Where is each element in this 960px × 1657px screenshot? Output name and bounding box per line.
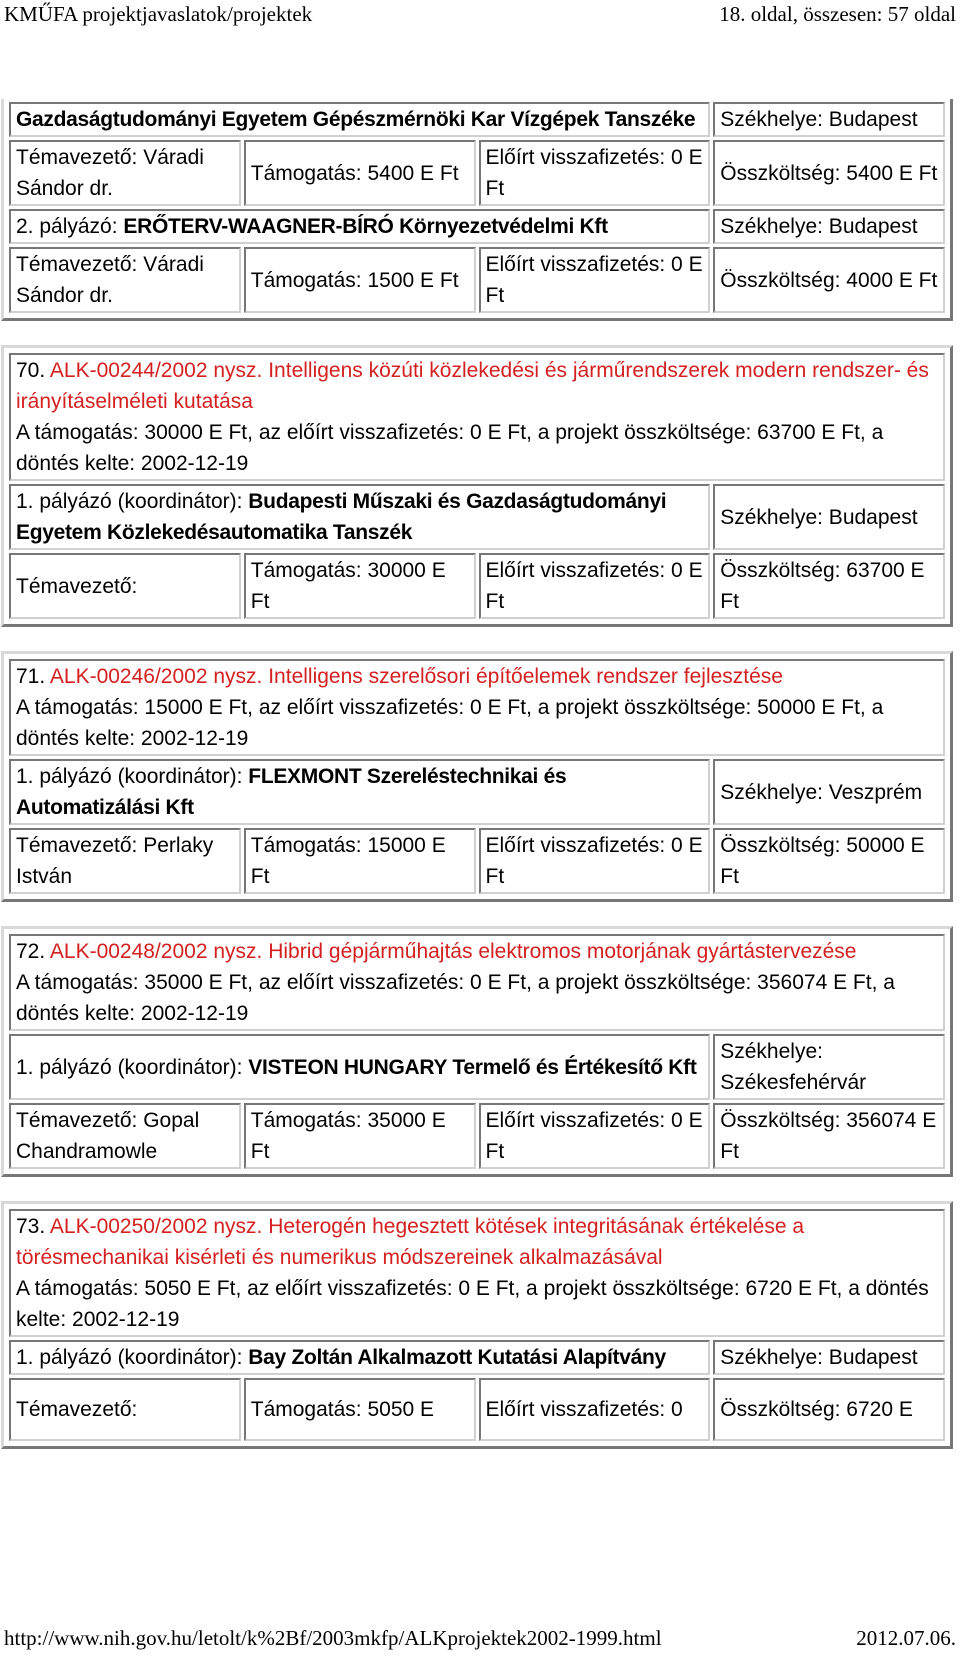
partner-table	[6, 99, 948, 316]
partner-name: Gazdaságtudományi Egyetem Gépészmérnöki Kar Vízgépek Tanszéke	[9, 102, 710, 137]
support-cell: Támogatás: 1500 E Ft	[244, 247, 476, 313]
project-header	[9, 1209, 945, 1337]
supervisor-cell: Témavezető:	[9, 1378, 241, 1441]
seat-cell: Székhelye: Székesfehérvár	[713, 1034, 945, 1100]
project-table	[6, 1206, 948, 1444]
project-code: ALK-00246/2002 nysz.	[49, 665, 263, 688]
project-number: 70.	[16, 359, 46, 382]
project-title: Hibrid gépjárműhajtás elektromos motorjának gyártástervezése	[268, 940, 857, 963]
project-summary: A támogatás: 30000 E Ft, az előírt visszafizetés: 0 E Ft, a projekt összköltsége: 63700 E Ft, a döntés kelte: 2002-12-19	[16, 421, 884, 475]
total-cost-cell: Összköltség: 4000 E Ft	[713, 247, 945, 313]
project-header-row	[9, 934, 945, 1031]
total-cost-cell: Összköltség: 50000 E Ft	[713, 828, 945, 894]
project-header-row	[9, 1209, 945, 1337]
project-summary: A támogatás: 5050 E Ft, az előírt visszafizetés: 0 E Ft, a projekt összköltsége: 6720 E Ft, a döntés kelte: 2002-12-19	[16, 1277, 929, 1331]
project-header	[9, 659, 945, 756]
financial-row	[9, 553, 945, 619]
print-date: 2012.07.06.	[856, 1626, 956, 1650]
financial-row	[9, 247, 945, 313]
project-number: 73.	[16, 1215, 46, 1238]
applicant-cell	[9, 1340, 710, 1375]
project-summary: A támogatás: 35000 E Ft, az előírt visszafizetés: 0 E Ft, a projekt összköltsége: 356074 E Ft, a döntés kelte: 2002-12-19	[16, 971, 895, 1025]
repayment-cell: Előírt visszafizetés: 0 E Ft	[479, 247, 711, 313]
applicant-name: Bay Zoltán Alkalmazott Kutatási Alapítvány	[248, 1346, 666, 1369]
applicant-cell	[9, 484, 710, 550]
page-indicator: 18. oldal, összesen: 57 oldal	[719, 2, 956, 26]
supervisor-cell: Témavezető: Váradi Sándor dr.	[9, 247, 241, 313]
seat-cell: Székhelye: Budapest	[713, 102, 945, 137]
applicant-name: VISTEON HUNGARY Termelő és Értékesítő Kft	[248, 1055, 697, 1079]
repayment-cell: Előírt visszafizetés: 0	[479, 1378, 711, 1441]
financial-row	[9, 140, 945, 206]
partner-row	[9, 209, 945, 244]
applicant-prefix: 1. pályázó (koordinátor):	[16, 1346, 249, 1369]
repayment-cell: Előírt visszafizetés: 0 E Ft	[479, 828, 711, 894]
page-footer	[4, 1626, 956, 1651]
partner-name: ERŐTERV-WAAGNER-BÍRÓ Környezetvédelmi Kft	[123, 215, 608, 238]
support-cell: Támogatás: 5050 E	[244, 1378, 476, 1441]
project-block	[1, 651, 953, 902]
total-cost-cell: Összköltség: 63700 E Ft	[713, 553, 945, 619]
supervisor-cell: Témavezető: Gopal Chandramowle	[9, 1103, 241, 1169]
partner-cell	[9, 209, 710, 244]
applicant-prefix: 1. pályázó (koordinátor):	[16, 490, 249, 513]
project-table	[6, 931, 948, 1172]
support-cell: Támogatás: 30000 E Ft	[244, 553, 476, 619]
supervisor-cell: Témavezető: Perlaky István	[9, 828, 241, 894]
project-code: ALK-00250/2002 nysz.	[49, 1215, 263, 1238]
support-cell: Támogatás: 35000 E Ft	[244, 1103, 476, 1169]
project-header-row	[9, 659, 945, 756]
applicant-row	[9, 1034, 945, 1100]
project-header	[9, 353, 945, 481]
partner-row	[9, 102, 945, 137]
project-number: 72.	[16, 940, 46, 963]
supervisor-cell: Témavezető: Váradi Sándor dr.	[9, 140, 241, 206]
project-table	[6, 656, 948, 897]
repayment-cell: Előírt visszafizetés: 0 E Ft	[479, 140, 711, 206]
applicant-prefix: 1. pályázó (koordinátor):	[16, 765, 249, 788]
project-summary: A támogatás: 15000 E Ft, az előírt visszafizetés: 0 E Ft, a projekt összköltsége: 50000 E Ft, a döntés kelte: 2002-12-19	[16, 696, 884, 750]
project-block-continued	[1, 99, 953, 321]
project-code: ALK-00248/2002 nysz.	[49, 940, 263, 963]
project-block	[1, 345, 953, 627]
applicant-row	[9, 1340, 945, 1375]
seat-cell: Székhelye: Budapest	[713, 209, 945, 244]
applicant-name: FLEXMONT Szereléstechnikai és Automatizálási Kft	[16, 765, 567, 819]
applicant-cell	[9, 759, 710, 825]
financial-row	[9, 1103, 945, 1169]
project-title: Intelligens szerelősori építőelemek rendszer fejlesztése	[268, 665, 783, 688]
applicant-row	[9, 759, 945, 825]
applicant-prefix: 1. pályázó (koordinátor):	[16, 1055, 249, 1079]
total-cost-cell: Összköltség: 356074 E Ft	[713, 1103, 945, 1169]
applicant-cell	[9, 1034, 710, 1100]
project-block	[1, 1201, 953, 1449]
project-header-row	[9, 353, 945, 481]
seat-cell: Székhelye: Veszprém	[713, 759, 945, 825]
content-area	[0, 99, 960, 1546]
project-title: Intelligens közúti közlekedési és járműrendszerek modern rendszer- és irányításelméleti kutatása	[16, 359, 929, 413]
project-block	[1, 926, 953, 1177]
total-cost-cell: Összköltség: 5400 E Ft	[713, 140, 945, 206]
project-table	[6, 350, 948, 622]
project-code: ALK-00244/2002 nysz.	[49, 359, 263, 382]
applicant-name: Budapesti Műszaki és Gazdaságtudományi Egyetem Közlekedésautomatika Tanszék	[16, 490, 667, 544]
support-cell: Támogatás: 15000 E Ft	[244, 828, 476, 894]
document-title: KMŰFA projektjavaslatok/projektek	[4, 2, 313, 26]
applicant-prefix: 2. pályázó:	[16, 215, 124, 238]
repayment-cell: Előírt visszafizetés: 0 E Ft	[479, 553, 711, 619]
repayment-cell: Előírt visszafizetés: 0 E Ft	[479, 1103, 711, 1169]
project-title: Heterogén hegesztett kötések integritásának értékelése a törésmechanikai kisérleti és numerikus módszereinek alkalmazásával	[16, 1215, 805, 1269]
project-header	[9, 934, 945, 1031]
page-header	[4, 2, 956, 27]
financial-row	[9, 828, 945, 894]
seat-cell: Székhelye: Budapest	[713, 1340, 945, 1375]
supervisor-cell: Témavezető:	[9, 553, 241, 619]
support-cell: Támogatás: 5400 E Ft	[244, 140, 476, 206]
applicant-row	[9, 484, 945, 550]
seat-cell: Székhelye: Budapest	[713, 484, 945, 550]
project-number: 71.	[16, 665, 46, 688]
financial-row	[9, 1378, 945, 1441]
total-cost-cell: Összköltség: 6720 E	[713, 1378, 945, 1441]
source-url: http://www.nih.gov.hu/letolt/k%2Bf/2003mkfp/ALKprojektek2002-1999.html	[4, 1626, 662, 1650]
